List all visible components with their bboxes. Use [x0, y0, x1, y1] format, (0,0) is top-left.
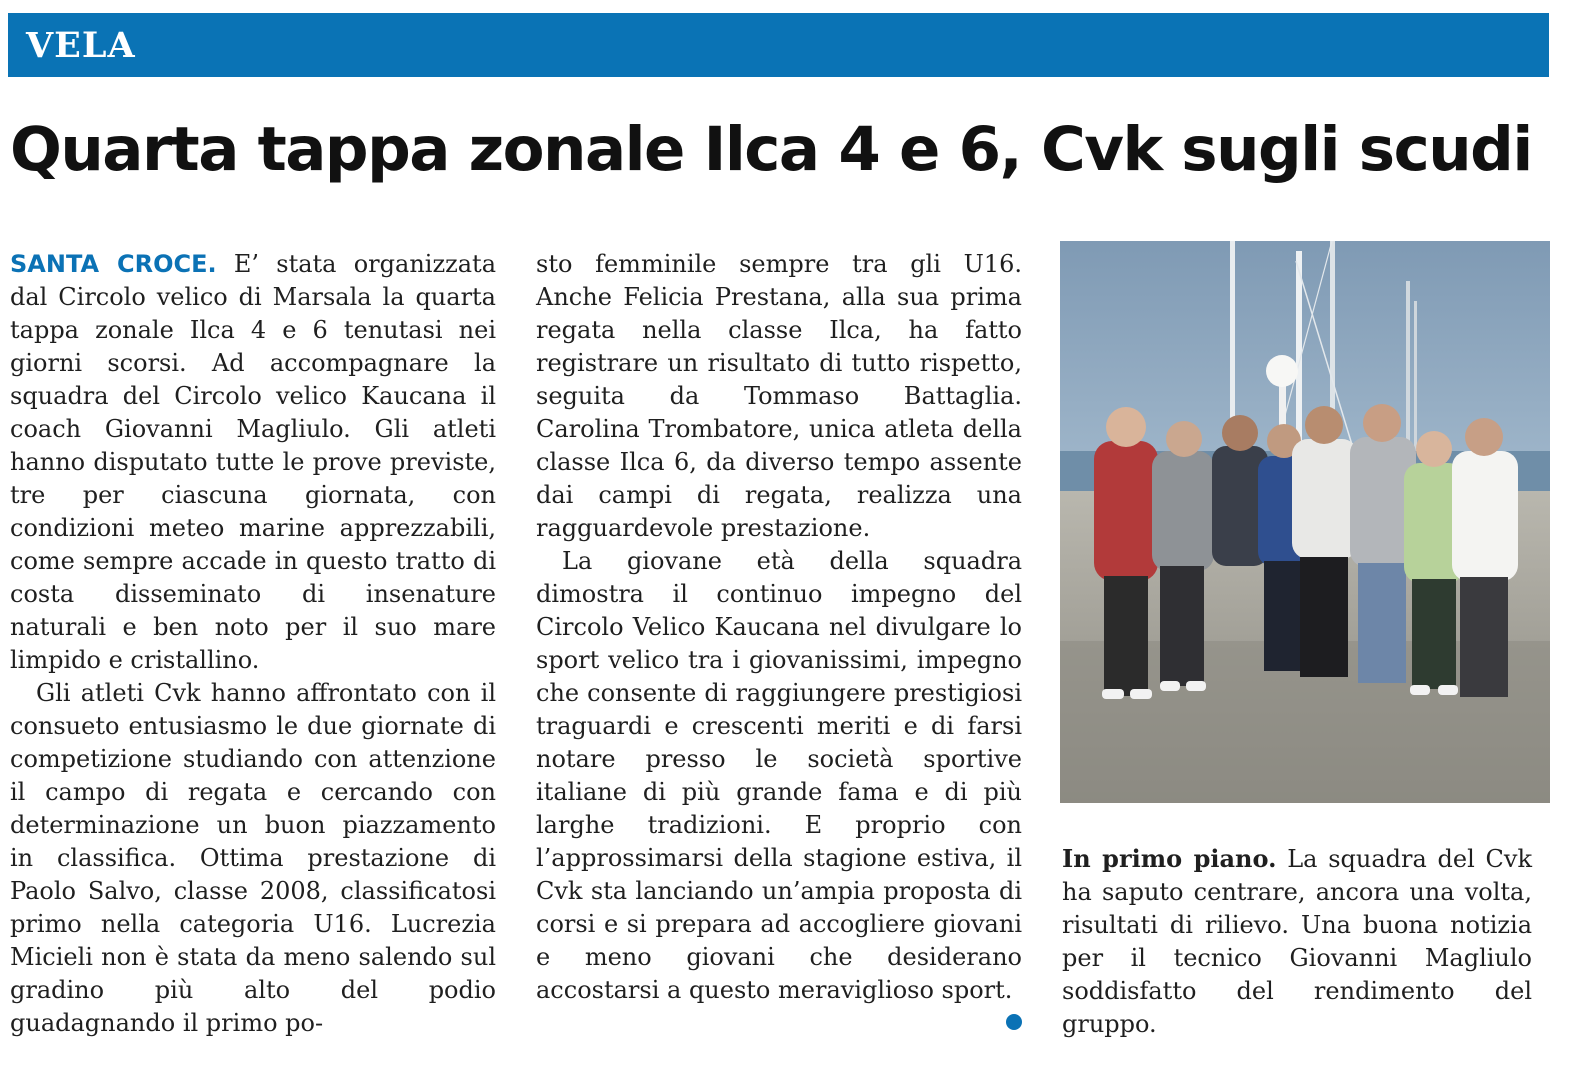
article-column-2	[536, 248, 1022, 1007]
section-bar	[8, 13, 1549, 77]
headline: Quarta tappa zonale Ilca 4 e 6, Cvk sugli scudi	[10, 114, 1532, 185]
team-photo-illustration	[1060, 241, 1550, 803]
article-paragraph: La giovane età della squadra dimostra il continuo impegno del Circolo Velico Kaucana nel divulgare lo sport velico tra i giovanissimi, impegno che consente di raggiungere prestigiosi traguardi e crescenti meriti e di farsi notare presso le società sportive italiane di più grande fama e di più larghe tradizioni. E proprio con l’approssimarsi della stagione estiva, il Cvk sta lanciando un’ampia proposta di corsi e si prepara ad accogliere giovani e meno giovani che desiderano accostarsi a questo meraviglioso sport.	[536, 547, 1022, 1004]
paragraph-text: E’ stata organizzata dal Circolo velico di Marsala la quarta tappa zonale Ilca 4 e 6 tenutasi nei giorni scorsi. Ad accompagnare la squadra del Circolo velico Kaucana il coach Giovanni Magliulo. Gli atleti hanno disputato tutte le prove previste, tre per ciascuna giornata, con condizioni meteo marine apprezzabili, come sempre accade in questo tratto di costa disseminato di insenature naturali e ben noto per il suo mare limpido e cristallino.	[10, 250, 496, 674]
section-label: VELA	[26, 25, 136, 66]
photo-caption	[1062, 842, 1532, 1041]
caption-lead: In primo piano.	[1062, 844, 1277, 873]
article-column-1	[10, 248, 496, 1040]
caption-text: La squadra del Cvk ha saputo centrare, ancora una volta, risultati di rilievo. Una buona notizia per il tecnico Giovanni Magliulo soddisfatto del rendimento del gruppo.	[1062, 845, 1532, 1038]
article-paragraph	[10, 248, 496, 677]
dateline: SANTA CROCE.	[10, 250, 217, 278]
article-paragraph: sto femminile sempre tra gli U16. Anche Felicia Prestana, alla sua prima regata nella classe Ilca, ha fatto registrare un risultato di tutto rispetto, seguita da Tommaso Battaglia. Carolina Trombatore, unica atleta della classe Ilca 6, da diverso tempo assente dai campi di regata, realizza una ragguardevole prestazione.	[536, 250, 1022, 542]
article-paragraph: Gli atleti Cvk hanno affrontato con il consueto entusiasmo le due giornate di competizione studiando con attenzione il campo di regata e cercando con determinazione un buon piazzamento in classifica. Ottima prestazione di Paolo Salvo, classe 2008, classificatosi primo nella categoria U16. Lucrezia Micieli non è stata da meno salendo sul gradino più alto del podio guadagnando il primo po-	[10, 679, 496, 1037]
team-photo	[1060, 241, 1550, 803]
end-of-article-dot	[1006, 1014, 1022, 1030]
